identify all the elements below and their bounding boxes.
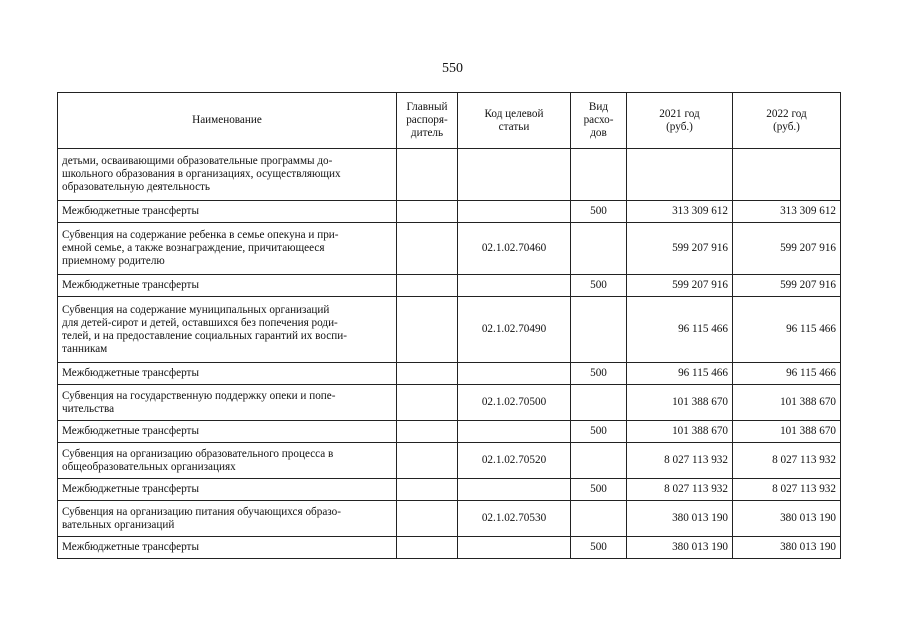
cell-name: Субвенция на организацию питания обучающихся образо- вательных организаций bbox=[58, 501, 397, 537]
table-row bbox=[58, 297, 841, 363]
cell-2022: 96 115 466 bbox=[733, 297, 841, 363]
table-row bbox=[58, 421, 841, 443]
cell-manager bbox=[397, 501, 458, 537]
cell-code bbox=[458, 201, 571, 223]
cell-code bbox=[458, 149, 571, 201]
cell-name: Субвенция на содержание муниципальных организаций для детей-сирот и детей, оставшихся без попечения роди- телей, и на предоставление социальных гарантий их воспи- танникам bbox=[58, 297, 397, 363]
cell-2022: 380 013 190 bbox=[733, 537, 841, 559]
cell-kind: 500 bbox=[571, 479, 627, 501]
cell-2022: 8 027 113 932 bbox=[733, 443, 841, 479]
table-row bbox=[58, 443, 841, 479]
header-2022: 2022 год (руб.) bbox=[733, 93, 841, 149]
header-kind: Вид расхо- дов bbox=[571, 93, 627, 149]
table-row bbox=[58, 275, 841, 297]
cell-kind bbox=[571, 297, 627, 363]
table-row bbox=[58, 479, 841, 501]
cell-2022: 8 027 113 932 bbox=[733, 479, 841, 501]
cell-name: Межбюджетные трансферты bbox=[58, 421, 397, 443]
cell-code bbox=[458, 537, 571, 559]
cell-manager bbox=[397, 537, 458, 559]
table-row bbox=[58, 149, 841, 201]
budget-table bbox=[57, 92, 841, 559]
cell-2022: 96 115 466 bbox=[733, 363, 841, 385]
cell-2021 bbox=[627, 149, 733, 201]
cell-code: 02.1.02.70460 bbox=[458, 223, 571, 275]
cell-name: Субвенция на содержание ребенка в семье опекуна и при- емной семье, а также вознаграждение, причитающееся приемному родителю bbox=[58, 223, 397, 275]
cell-2021: 599 207 916 bbox=[627, 275, 733, 297]
table-row bbox=[58, 385, 841, 421]
table-row bbox=[58, 363, 841, 385]
header-name: Наименование bbox=[58, 93, 397, 149]
cell-2021: 96 115 466 bbox=[627, 363, 733, 385]
cell-2022: 599 207 916 bbox=[733, 275, 841, 297]
table-row bbox=[58, 223, 841, 275]
cell-code bbox=[458, 479, 571, 501]
cell-code: 02.1.02.70530 bbox=[458, 501, 571, 537]
cell-2021: 380 013 190 bbox=[627, 501, 733, 537]
cell-2022: 101 388 670 bbox=[733, 385, 841, 421]
cell-code bbox=[458, 421, 571, 443]
cell-code: 02.1.02.70520 bbox=[458, 443, 571, 479]
cell-2021: 101 388 670 bbox=[627, 421, 733, 443]
page-number: 550 bbox=[442, 61, 463, 76]
header-code: Код целевой статьи bbox=[458, 93, 571, 149]
table-row bbox=[58, 501, 841, 537]
cell-manager bbox=[397, 443, 458, 479]
cell-manager bbox=[397, 363, 458, 385]
cell-2022: 101 388 670 bbox=[733, 421, 841, 443]
cell-name: Межбюджетные трансферты bbox=[58, 537, 397, 559]
table-body bbox=[58, 149, 841, 559]
cell-kind bbox=[571, 149, 627, 201]
cell-kind: 500 bbox=[571, 421, 627, 443]
table-header bbox=[58, 93, 841, 149]
cell-name: Межбюджетные трансферты bbox=[58, 275, 397, 297]
cell-2021: 101 388 670 bbox=[627, 385, 733, 421]
cell-name: Межбюджетные трансферты bbox=[58, 363, 397, 385]
header-2021: 2021 год (руб.) bbox=[627, 93, 733, 149]
table-row bbox=[58, 537, 841, 559]
table-row bbox=[58, 201, 841, 223]
cell-2022: 380 013 190 bbox=[733, 501, 841, 537]
cell-manager bbox=[397, 385, 458, 421]
cell-manager bbox=[397, 223, 458, 275]
cell-name: Субвенция на организацию образовательного процесса в общеобразовательных организациях bbox=[58, 443, 397, 479]
cell-manager bbox=[397, 297, 458, 363]
cell-2021: 96 115 466 bbox=[627, 297, 733, 363]
cell-code bbox=[458, 363, 571, 385]
cell-2021: 8 027 113 932 bbox=[627, 443, 733, 479]
cell-kind bbox=[571, 223, 627, 275]
cell-manager bbox=[397, 201, 458, 223]
cell-2021: 599 207 916 bbox=[627, 223, 733, 275]
cell-manager bbox=[397, 479, 458, 501]
cell-2021: 380 013 190 bbox=[627, 537, 733, 559]
cell-name: Межбюджетные трансферты bbox=[58, 479, 397, 501]
cell-code: 02.1.02.70500 bbox=[458, 385, 571, 421]
cell-2022 bbox=[733, 149, 841, 201]
cell-name: Межбюджетные трансферты bbox=[58, 201, 397, 223]
cell-name: Субвенция на государственную поддержку опеки и попе- чительства bbox=[58, 385, 397, 421]
cell-kind bbox=[571, 385, 627, 421]
cell-2022: 313 309 612 bbox=[733, 201, 841, 223]
header-row bbox=[58, 93, 841, 149]
cell-2021: 313 309 612 bbox=[627, 201, 733, 223]
cell-code: 02.1.02.70490 bbox=[458, 297, 571, 363]
cell-manager bbox=[397, 149, 458, 201]
cell-kind: 500 bbox=[571, 537, 627, 559]
cell-kind: 500 bbox=[571, 363, 627, 385]
cell-kind bbox=[571, 443, 627, 479]
cell-2021: 8 027 113 932 bbox=[627, 479, 733, 501]
cell-manager bbox=[397, 421, 458, 443]
cell-manager bbox=[397, 275, 458, 297]
cell-code bbox=[458, 275, 571, 297]
cell-kind: 500 bbox=[571, 275, 627, 297]
cell-kind bbox=[571, 501, 627, 537]
header-manager: Главный распоря- дитель bbox=[397, 93, 458, 149]
cell-2022: 599 207 916 bbox=[733, 223, 841, 275]
cell-kind: 500 bbox=[571, 201, 627, 223]
cell-name: детьми, осваивающими образовательные программы до- школьного образования в организациях, осуществляющих образовательную деятельность bbox=[58, 149, 397, 201]
